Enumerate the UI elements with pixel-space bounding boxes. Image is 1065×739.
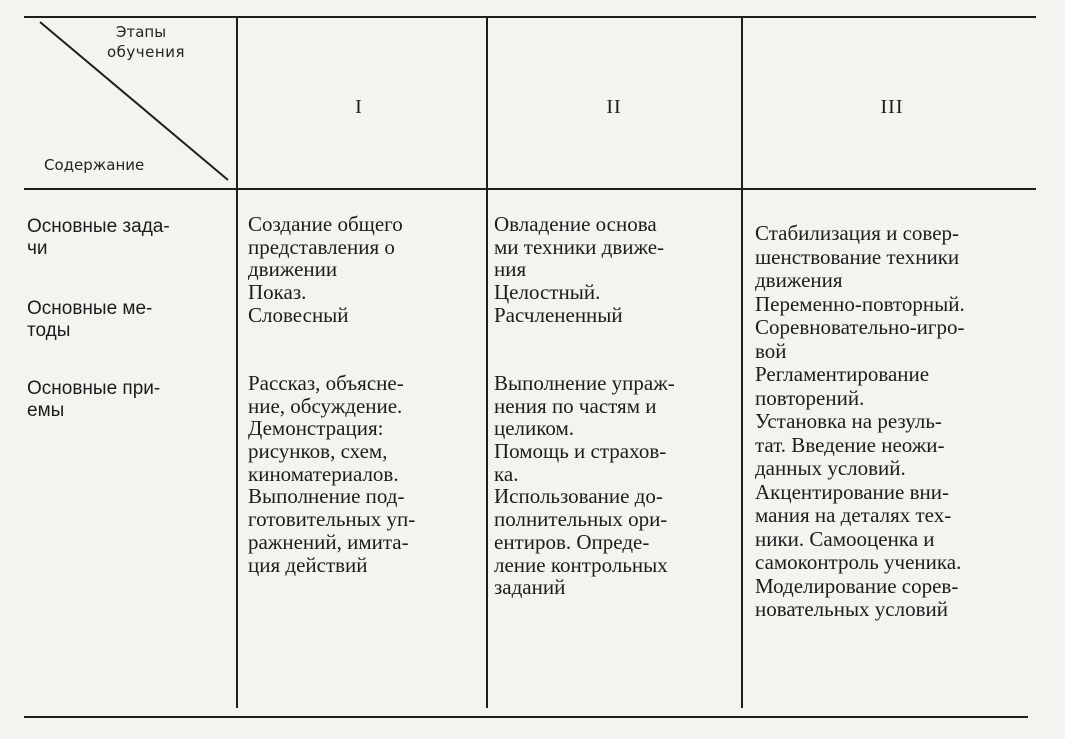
text-line: Переменно-повторный. (755, 291, 965, 316)
text-line: Расчлененный (494, 302, 623, 327)
text-line: ники. Самооценка и (755, 526, 935, 551)
text-line: Показ. (248, 280, 307, 305)
text-line: повторений. (755, 385, 865, 410)
row-label-methods-line2: тоды (27, 320, 71, 341)
row-label-techniques (27, 378, 225, 422)
text-line: движении (248, 257, 338, 282)
text-line: Стабилизация и совер- (755, 221, 960, 245)
text-line (248, 349, 470, 372)
text-line: ние, обсуждение. (248, 393, 403, 418)
stage-header-3: III (880, 96, 904, 118)
text-line: Использование до- (494, 484, 663, 509)
corner-label-stages-line2: обучения (107, 43, 185, 61)
text-line: Рассказ, объясне- (248, 370, 404, 395)
column-stage-1 (248, 213, 470, 576)
text-line: рисунков, схем, (248, 439, 388, 464)
row-label-methods (27, 298, 225, 342)
text-line: тат. Введение неожи- (755, 432, 945, 457)
text-line: Целостный. (494, 280, 601, 305)
text-line: Демонстрация: (248, 416, 384, 441)
text-line: ция действий (248, 552, 368, 577)
text-line: ление контрольных (494, 552, 668, 577)
stage-header-2: II (606, 96, 622, 118)
text-line: ния (494, 257, 527, 282)
text-line: Соревновательно-игро- (755, 315, 965, 339)
row-label-methods-line1: Основные ме- (27, 298, 153, 319)
text-line (494, 327, 724, 350)
text-line: самоконтроль ученика. (755, 550, 962, 574)
text-line: Акцентирование вни- (755, 479, 949, 504)
row-label-techniques-line1: Основные при- (27, 378, 161, 399)
table-bottom-rule (24, 716, 1028, 718)
text-line: мания на деталях тех- (755, 503, 952, 527)
text-line: Создание общего (248, 212, 403, 236)
text-line: нения по частям и (494, 393, 657, 418)
text-line: Установка на резуль- (755, 409, 942, 433)
row-label-tasks-line2: чи (27, 238, 48, 259)
text-line: целиком. (494, 416, 575, 441)
text-line: шенствование техники (755, 244, 960, 269)
text-line: готовительных уп- (248, 507, 416, 532)
text-line: ентиров. Опреде- (494, 529, 650, 554)
stage-header-1: I (355, 96, 363, 118)
text-line: ми техники движе- (494, 234, 665, 259)
row-label-tasks (27, 216, 225, 260)
text-line: данных условий. (755, 456, 906, 480)
text-line: киноматериалов. (248, 461, 399, 486)
text-line: полнительных ори- (494, 507, 668, 532)
row-label-tasks-line1: Основные зада- (27, 216, 170, 237)
text-line (248, 327, 470, 350)
column-stage-2 (494, 213, 724, 599)
text-line: Помощь и страхов- (494, 439, 667, 464)
text-line: Овладение основа (494, 212, 657, 236)
column-divider-2 (486, 18, 488, 708)
text-line: представления о (248, 234, 395, 259)
corner-label-stages-line1: Этапы (116, 23, 167, 41)
text-line: Регламентирование (755, 362, 930, 386)
corner-label-content: Содержание (44, 156, 145, 174)
text-line: вой (755, 338, 787, 363)
column-divider-3 (741, 18, 743, 708)
text-line: ражнений, имита- (248, 529, 409, 554)
row-label-techniques-line2: емы (27, 400, 65, 421)
text-line: движения (755, 268, 843, 292)
text-line: Выполнение упраж- (494, 370, 675, 395)
text-line: Словесный (248, 302, 349, 327)
column-stage-3 (755, 222, 1031, 622)
text-line: новательных условий (755, 597, 948, 621)
text-line: Выполнение под- (248, 484, 405, 509)
text-line: заданий (494, 575, 566, 600)
text-line (494, 349, 724, 372)
text-line: Моделирование сорев- (755, 573, 959, 598)
text-line: ка. (494, 461, 519, 486)
